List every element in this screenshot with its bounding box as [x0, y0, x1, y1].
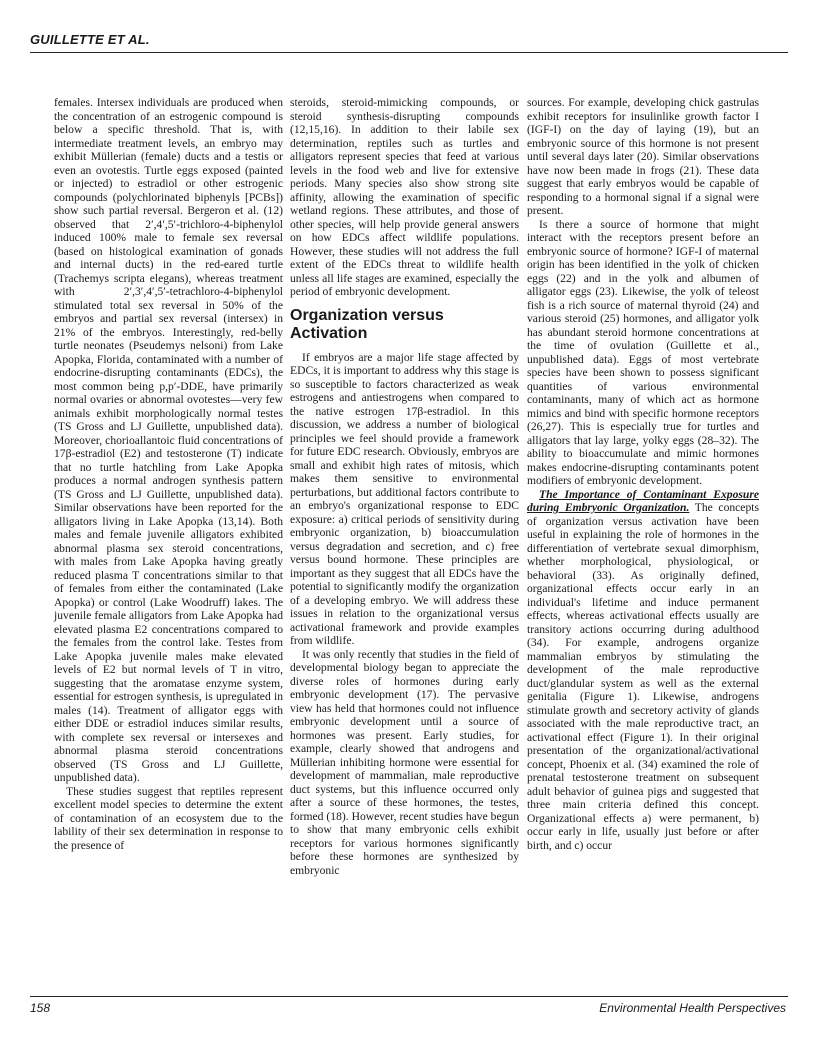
paragraph-text: The concepts of organization versus activation have been useful in explaining the role of hormones in the differentiation of vertebrate sexual dimorphism, whether morphological, physiological, or behavioral (33). As originally defined, organizational effects occur early in an individual's lifetime and induce permanent effects, whereas activational effects usually are transitory actions occurring during adulthood (34). For example, androgens organize mammalian embryos by stimulating the development of the male reproductive duct/glandular system as well as the external genitalia (Figure 1). Likewise, androgens stimulate growth and secretory activity of glands associated with the male reproductive tract, an activational effect (Figure 1). In their original presentation of the organizational/activational concept, Phoenix et al. (34) examined the role of prenatal testosterone treatment on subsequent adult behavior of guinea pigs and suggested that three main criteria defined this concept. Organizational effects a) were permanent, b) occur early in life, usually just before or after birth, and c) occur	[527, 501, 759, 852]
paragraph: Is there a source of hormone that might interact with the receptors present before an embryonic source of hormone? IGF-I of maternal origin has been identified in the yolk of chicken eggs (22) and in the yolk and albumen of alligator eggs (23). Likewise, the yolk of teleost fish is a rich source of maternal thyroid (24) and various steroid (25) hormones, and alligator yolk has abundant steroid hormone concentrations at the time of ovulation (Guillette et al., unpublished data). Eggs of most vertebrate species have been shown to possess significant quantities of various environmental contaminants, many of which act as hormone mimics and bind with specific hormone receptors (26,27). This is especially true for turtles and alligators that lay large, yolky eggs (28–32). The ability to bioaccumulate and mimic hormones makes endocrine-disrupting contaminants potent modifiers of embryonic development.	[527, 217, 759, 487]
column-3	[527, 96, 759, 852]
paragraph: steroids, steroid-mimicking compounds, or steroid synthesis-disrupting compounds (12,15,16). In addition to their labile sex determination, reptiles such as turtles and alligators represent species that feed at various levels in the food web and live for extensive periods. Many species also show strong site affinity, allowing the examination of specific wetland regions. These attributes, and those of other species, will help provide general answers on how EDCs affect wildlife populations. However, these studies will not address the full extent of the EDCs threat to wildlife health unless all life stages are examined, especially the period of embryonic development.	[290, 96, 519, 298]
column-1	[54, 96, 283, 852]
paragraph: These studies suggest that reptiles represent excellent model species to determine the extent of contamination of an ecosystem due to the lability of their sex determination in response to the presence of	[54, 784, 283, 852]
paragraph: If embryos are a major life stage affected by EDCs, it is important to address why this stage is so susceptible to factors characterized as weak estrogens and antiestrogens when compared to the native estrogen 17β-estradiol. In this discussion, we address a number of biological principles we feel should provide a framework for future EDC research. Obviously, embryos are small and exhibit high rates of mitosis, which makes them sensitive to environmental perturbations, but additional factors contribute to an embryo's organizational response to EDC exposure: a) critical periods of sensitivity during embryonic organization, b) bioaccumulation versus degradation and secretion, and c) free versus bound hormone. These principles are important as they suggest that all EDCs have the potential to significantly modify the organization of a developing embryo. We will address these issues in relation to the organizational versus activational framework and provide examples from wildlife.	[290, 350, 519, 647]
page-number: 158	[30, 1001, 51, 1015]
header-rule	[30, 52, 788, 53]
running-title: GUILLETTE ET AL.	[30, 32, 150, 47]
subsection-heading: The Importance of Contaminant Exposure during Embryonic Organization.	[527, 487, 759, 514]
column-2	[290, 96, 519, 877]
section-heading: Organization versus Activation	[290, 306, 444, 342]
journal-name: Environmental Health Perspectives	[599, 1001, 786, 1015]
paragraph: females. Intersex individuals are produced when the concentration of an estrogenic compound is below a specific threshold. That is, with intermediate treatment levels, an embryo may exhibit Müllerian (female) ducts and a testis or even an ovotestis. Turtle eggs exposed (painted or injected) to estradiol or other estrogenic compounds (polychlorinated biphenyls [PCBs]) show such partial reversal. Bergeron et al. (12) observed that 2′,4′,5′-trichloro-4-biphenylol induced 100% male to female sex reversal (based on histological examination of gonads and internal ducts) in the red-eared turtle (Trachemys scripta elegans), whereas treatment with 2′,3′,4′,5′-tetrachloro-4-biphenylol stimulated total sex reversal in 50% of the embryos and partial sex reversal (intersex) in 21% of the embryos. Interestingly, red-belly turtle neonates (Pseudemys nelsoni) from Lake Apopka, Florida, contaminated with a number of endocrine-disrupting contaminants (EDCs), the most common being p,p′-DDE, have primarily normal ovaries or abnormal ovotestes—very few animals exhibit morphologically normal testes (TS Gross and LJ Guillette, unpublished data). Moreover, chorioallantoic fluid concentrations of 17β-estradiol (E2) and testosterone (T) indicate that no turtle hatchling from Lake Apopka produces a normal androgen synthesis pattern (TS Gross and LJ Guillette, unpublished data). Similar observations have been reported for the alligators living in Lake Apopka (13,14). Both males and female juvenile alligators exhibited abnormal plasma sex steroid concentrations, with males from Lake Apopka having greatly reduced plasma T concentrations similar to that of females from either the contaminated (Lake Apopka) or control (Lake Woodruff) lakes. The juvenile female alligators from Lake Apopka had elevated plasma E2 concentrations compared to the females from the control lake. Testes from Lake Apopka juvenile males make elevated levels of E2 but normal levels of T in vitro, suggesting that the aromatase enzyme system, essential for estrogen synthesis, is upregulated in males (14). Treatment of alligator eggs with either DDE or estradiol induces similar results, with complete sex reversal or intersexes and abnormal plasma steroid concentrations observed (TS Gross and LJ Guillette, unpublished data).	[54, 96, 283, 784]
footer-rule	[30, 996, 788, 997]
paragraph: It was only recently that studies in the field of developmental biology began to appreciate the diverse roles of hormones during early embryonic development (17). The pervasive view has held that hormones could not influence embryonic development until a source of hormones was present. Early studies, for example, clearly showed that androgens and Müllerian inhibiting hormone were essential for development of mammalian, male reproductive duct systems, but this influence occurred only after a source of these hormones, the testes, formed (18). However, recent studies have begun to show that many embryonic cells exhibit receptors for various hormones significantly before these hormones are synthesized by embryonic	[290, 647, 519, 877]
paragraph	[527, 488, 759, 853]
paragraph: sources. For example, developing chick gastrulas exhibit receptors for insulinlike growth factor I (IGF-I) on the day of laying (19), but an embryonic source of this hormone is not present until several days later (20). Similar observations have now been made in frogs (21). These data suggest that early embryos would be capable of responding to a hormonal signal if a signal were present.	[527, 96, 759, 217]
